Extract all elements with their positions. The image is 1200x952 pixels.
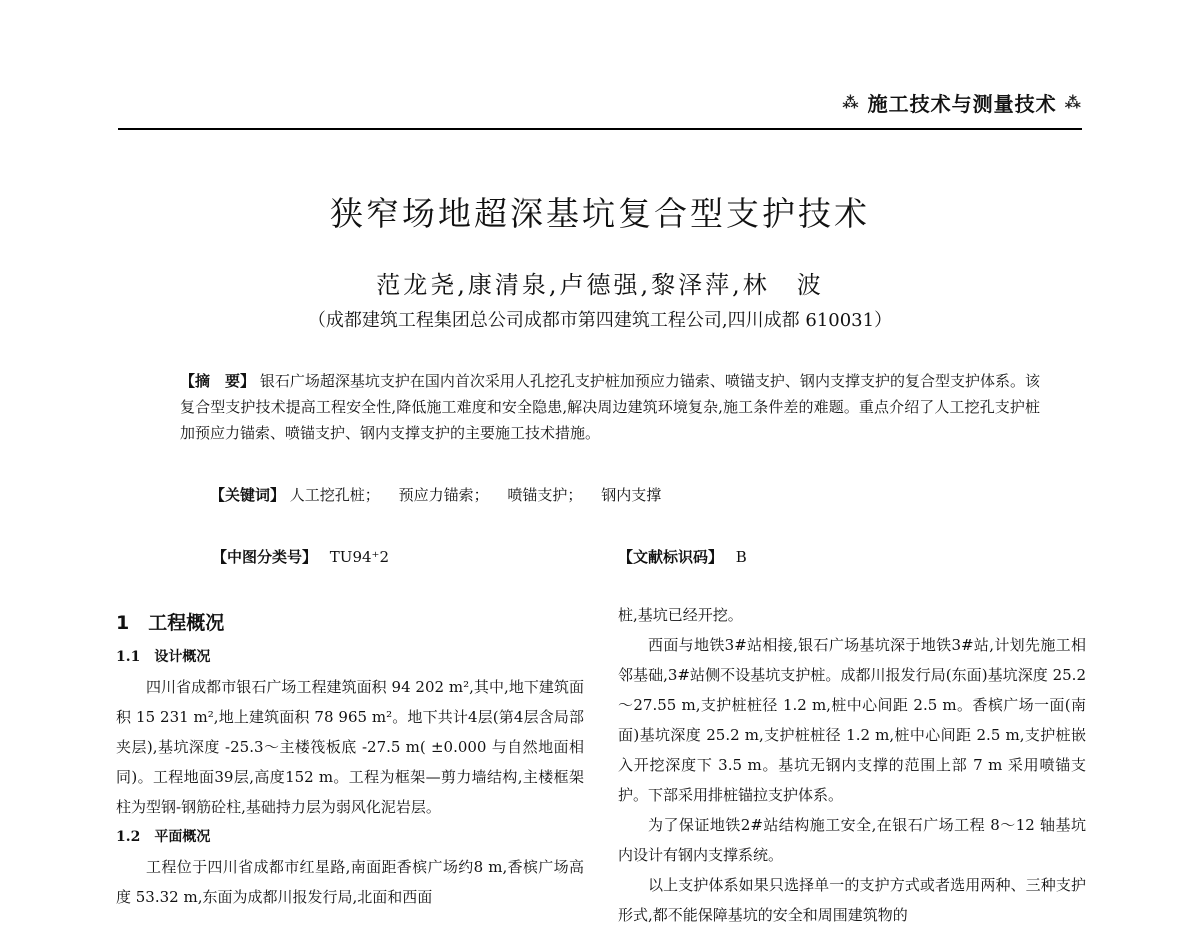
classification-label: 【中图分类号】 (212, 548, 318, 566)
keyword: 预应力锚索； (398, 486, 489, 504)
header-rule (118, 128, 1082, 130)
left-column (116, 608, 584, 912)
paragraph: 为了保证地铁2#站结构施工安全,在银石广场工程 8～12 轴基坑内设计有钢内支撑系统。 (618, 816, 1086, 864)
classification-value: TU94⁺2 (329, 548, 389, 566)
document-code-value: B (735, 548, 747, 566)
abstract (180, 368, 1040, 446)
affiliation: （成都建筑工程集团总公司成都市第四建筑工程公司,四川成都 610031） (307, 310, 893, 331)
paragraph: 桩,基坑已经开挖。 (618, 606, 743, 624)
keyword: 人工挖孔桩； (289, 486, 380, 504)
section-name: 施工技术与测量技术 (867, 92, 1057, 116)
paragraph: 工程位于四川省成都市红星路,南面距香槟广场约8 m,香槟广场高度 53.32 m,东面为成都川报发行局,北面和西面 (116, 858, 584, 906)
keyword: 喷锚支护； (507, 486, 583, 504)
subsection-heading: 1.1 设计概况 (116, 649, 211, 665)
document-code-label: 【文献标识码】 (618, 548, 724, 566)
subsection-heading: 1.2 平面概况 (116, 829, 211, 845)
document-code (618, 546, 747, 567)
section-heading: 1 工程概况 (116, 612, 225, 634)
paragraph: 西面与地铁3#站相接,银石广场基坑深于地铁3#站,计划先施工相邻基础,3#站侧不设基坑支护桩。成都川报发行局(东面)基坑深度 25.2～27.55 m,支护桩桩径 1.2 m,桩中心间距 2.5 m。香槟广场一面(南面)基坑深度 25.2 m,支护桩桩径 1.2 m,桩中心间距 2.5 m,支护桩嵌入开挖深度下 3.5 m。基坑无钢内支撑的范围上部 7 m 采用喷锚支护。下部采用排桩锚拉支护体系。 (618, 636, 1086, 804)
paper-title: 狭窄场地超深基坑复合型支护技术 (330, 194, 870, 233)
author-list: 范龙尧,康清泉,卢德强,黎泽萍,林 波 (376, 271, 824, 299)
keyword: 钢内支撑 (601, 486, 662, 504)
keywords-label: 【关键词】 (210, 486, 286, 504)
classification-number (212, 546, 389, 567)
ornament-left-icon: ⁂ (842, 93, 860, 112)
abstract-label: 【摘 要】 (180, 372, 256, 390)
ornament-right-icon: ⁂ (1064, 93, 1082, 112)
abstract-text: 银石广场超深基坑支护在国内首次采用人孔挖孔支护桩加预应力锚索、喷锚支护、钢内支撑支护的复合型支护体系。该复合型支护技术提高工程安全性,降低施工难度和安全隐患,解决周边建筑环境复杂,施工条件差的难题。重点介绍了人工挖孔支护桩加预应力锚索、喷锚支护、钢内支撑支护的主要施工技术措施。 (180, 372, 1040, 442)
right-column (618, 600, 1086, 930)
paragraph: 以上支护体系如果只选择单一的支护方式或者选用两种、三种支护形式,都不能保障基坑的安全和周围建筑物的 (618, 876, 1086, 924)
running-header (842, 88, 1082, 117)
paragraph: 四川省成都市银石广场工程建筑面积 94 202 m²,其中,地下建筑面积 15 231 m²,地上建筑面积 78 965 m²。地下共计4层(第4层含局部夹层),基坑深度 -25.3～主楼筏板底 -27.5 m( ±0.000 与自然地面相同)。工程地面39层,高度152 m。工程为框架—剪力墙结构,主楼框架柱为型钢-钢筋砼柱,基础持力层为弱风化泥岩层。 (116, 678, 584, 816)
keywords (210, 484, 675, 505)
